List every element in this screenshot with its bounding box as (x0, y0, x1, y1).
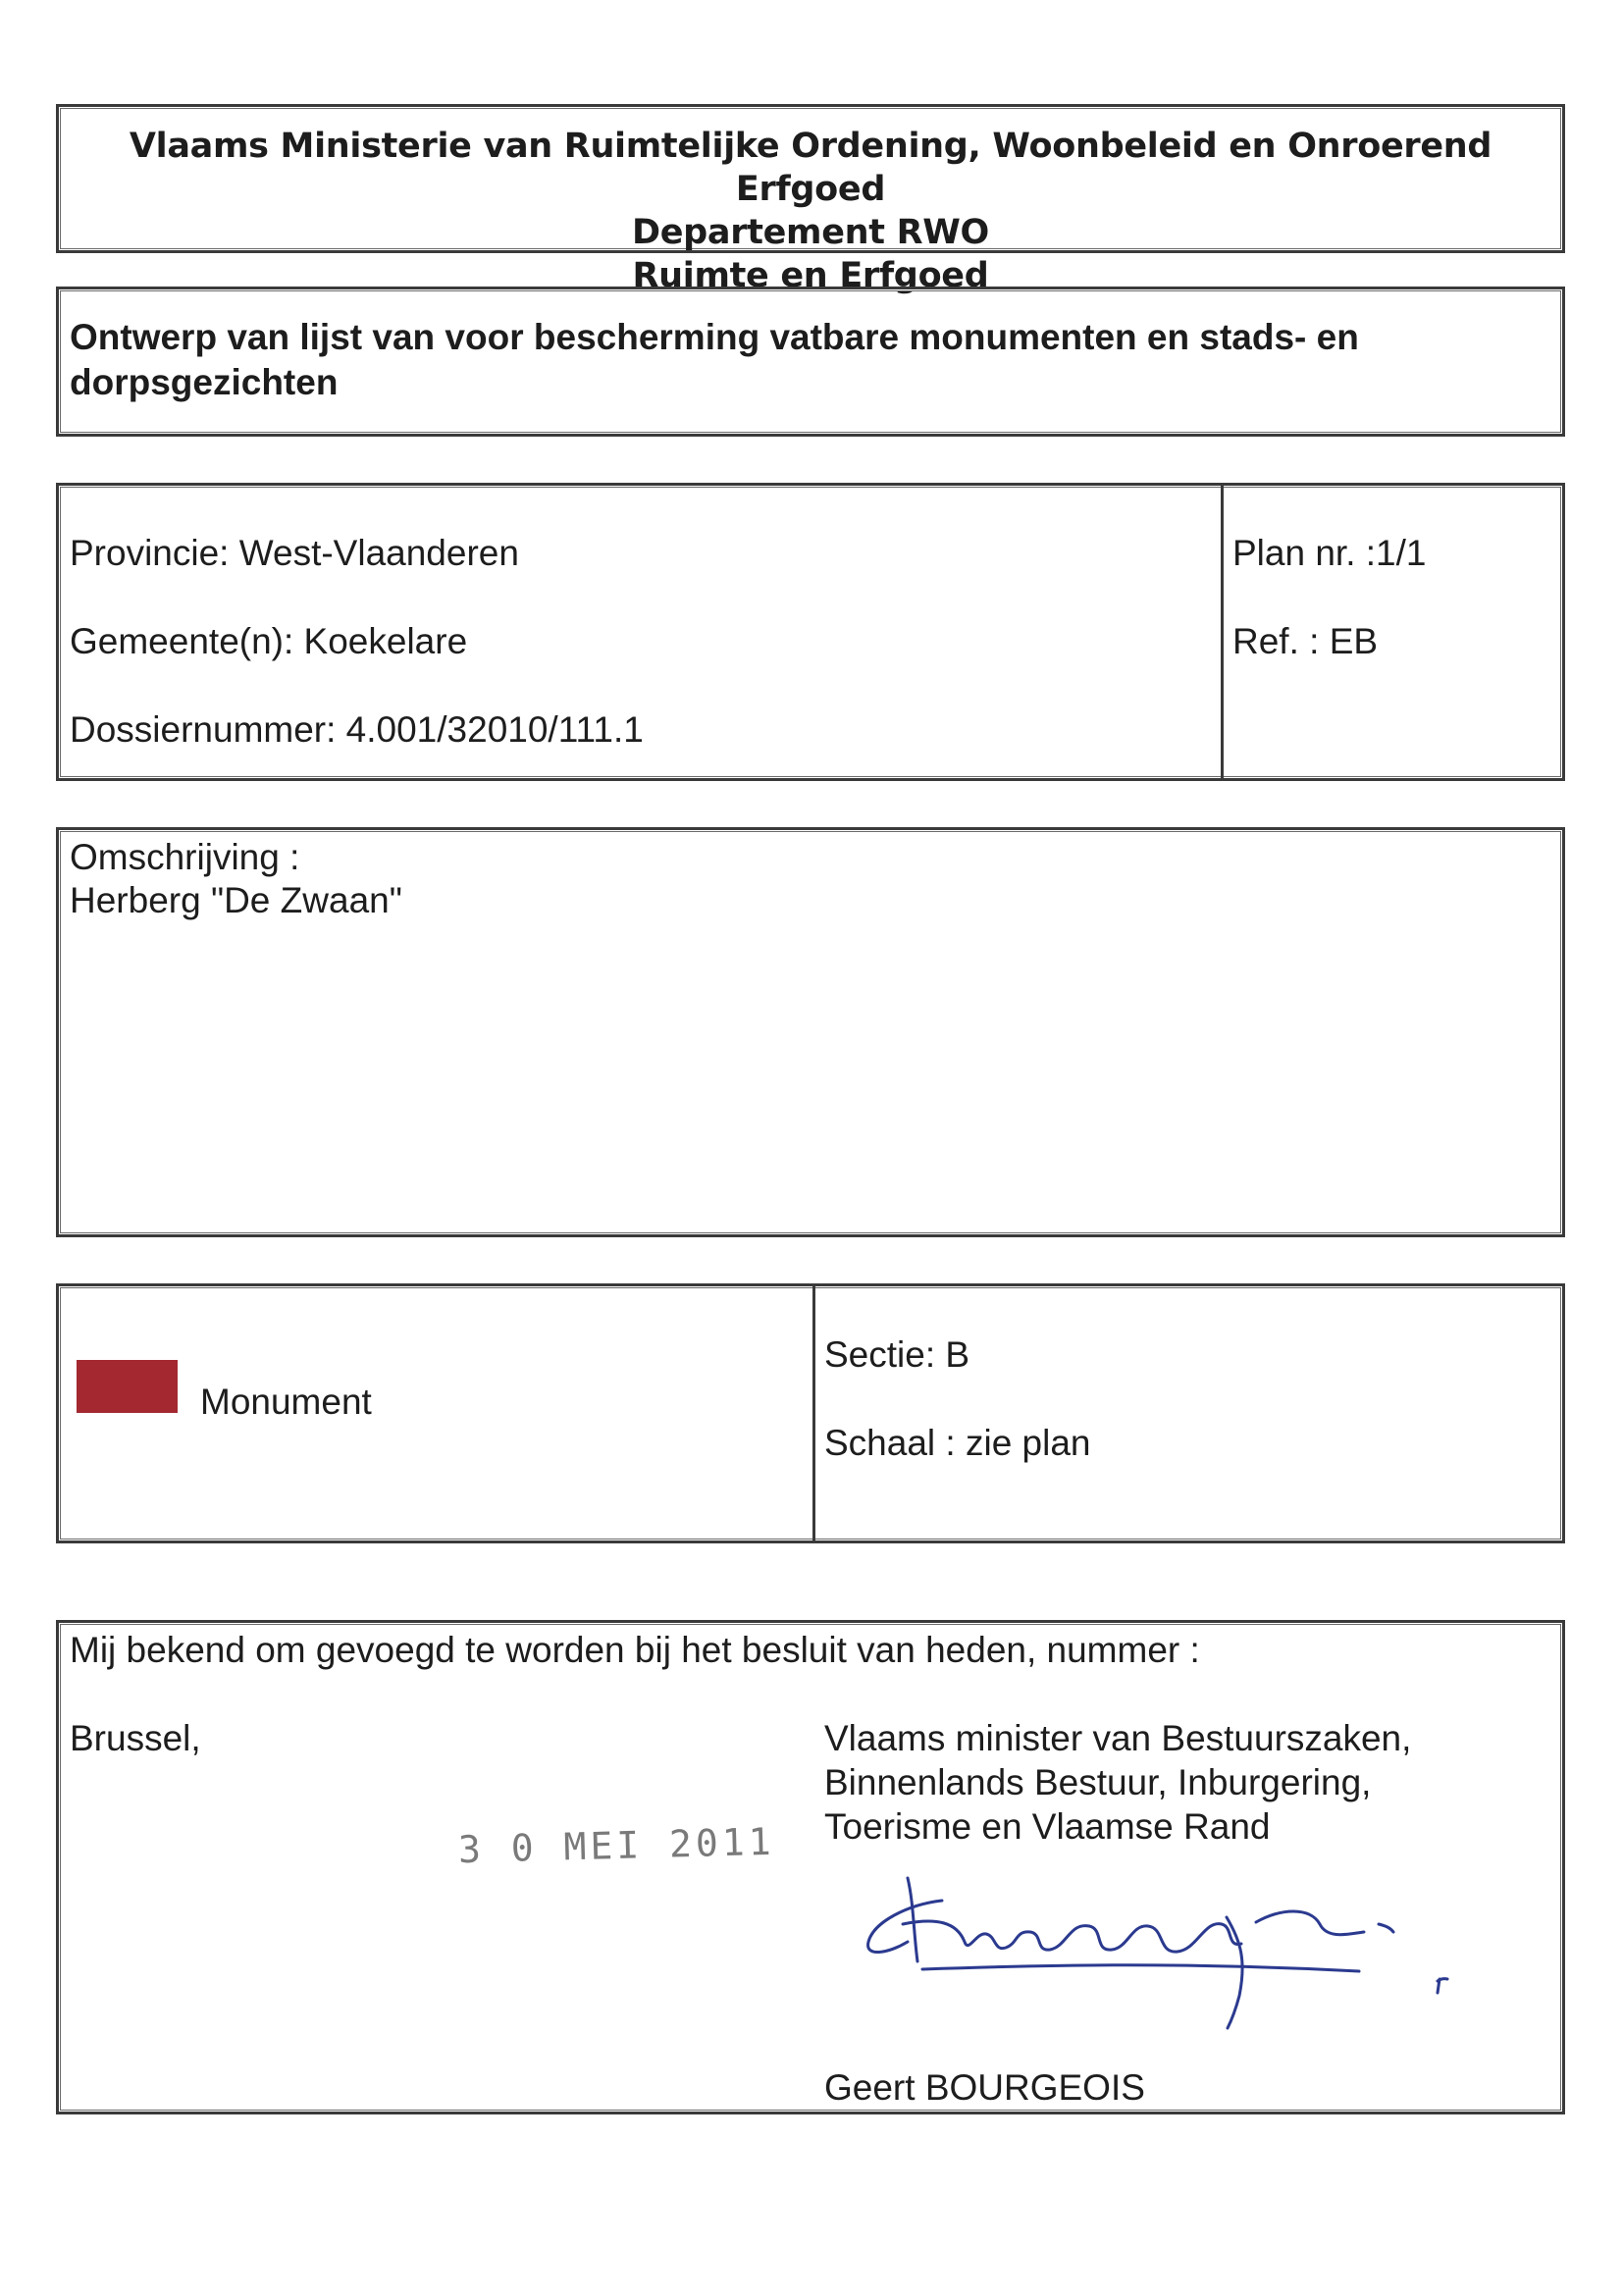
minister-title-line-3: Toerisme en Vlaamse Rand (824, 1806, 1271, 1847)
dossier-info-box (56, 483, 1565, 781)
description-label: Omschrijving : (70, 837, 300, 877)
provincie-field: Provincie: West-Vlaanderen (70, 533, 519, 573)
legend-divider (812, 1286, 815, 1540)
minister-title-line-1: Vlaams minister van Bestuurszaken, (824, 1718, 1412, 1758)
ministry-name: Vlaams Ministerie van Ruimtelijke Ordening, Woonbeleid en Onroerend Erfgoed (129, 127, 1492, 209)
minister-name: Geert BOURGEOIS (824, 2067, 1145, 2108)
info-divider (1221, 486, 1224, 778)
approval-statement: Mij bekend om gevoegd te worden bij het besluit van heden, nummer : (70, 1630, 1200, 1670)
description-value: Herberg "De Zwaan" (70, 880, 402, 920)
document-title-line-2: dorpsgezichten (70, 362, 339, 402)
department-name: Departement RWO (631, 213, 990, 252)
reference-field: Ref. : EB (1232, 621, 1379, 661)
sectie-field: Sectie: B (824, 1334, 970, 1375)
plan-number-field: Plan nr. :1/1 (1232, 533, 1427, 573)
document-title-line-1: Ontwerp van lijst van voor bescherming vatbare monumenten en stads- en (70, 317, 1359, 357)
description-box (56, 827, 1565, 1237)
monument-legend-label: Monument (200, 1382, 372, 1422)
document-title-box (56, 287, 1565, 437)
ministry-header (56, 104, 1565, 295)
schaal-field: Schaal : zie plan (824, 1423, 1091, 1463)
gemeente-field: Gemeente(n): Koekelare (70, 621, 468, 661)
signature-box (56, 1620, 1565, 2114)
date-stamp: 3 0 MEI 2011 (457, 1819, 776, 1872)
legend-box (56, 1283, 1565, 1543)
handwritten-signature (849, 1863, 1477, 2030)
minister-title-line-2: Binnenlands Bestuur, Inburgering, (824, 1762, 1372, 1802)
division-name: Ruimte en Erfgoed (632, 256, 989, 295)
place-field: Brussel, (70, 1718, 201, 1758)
monument-color-swatch (77, 1360, 178, 1413)
dossiernummer-field: Dossiernummer: 4.001/32010/111.1 (70, 709, 644, 750)
